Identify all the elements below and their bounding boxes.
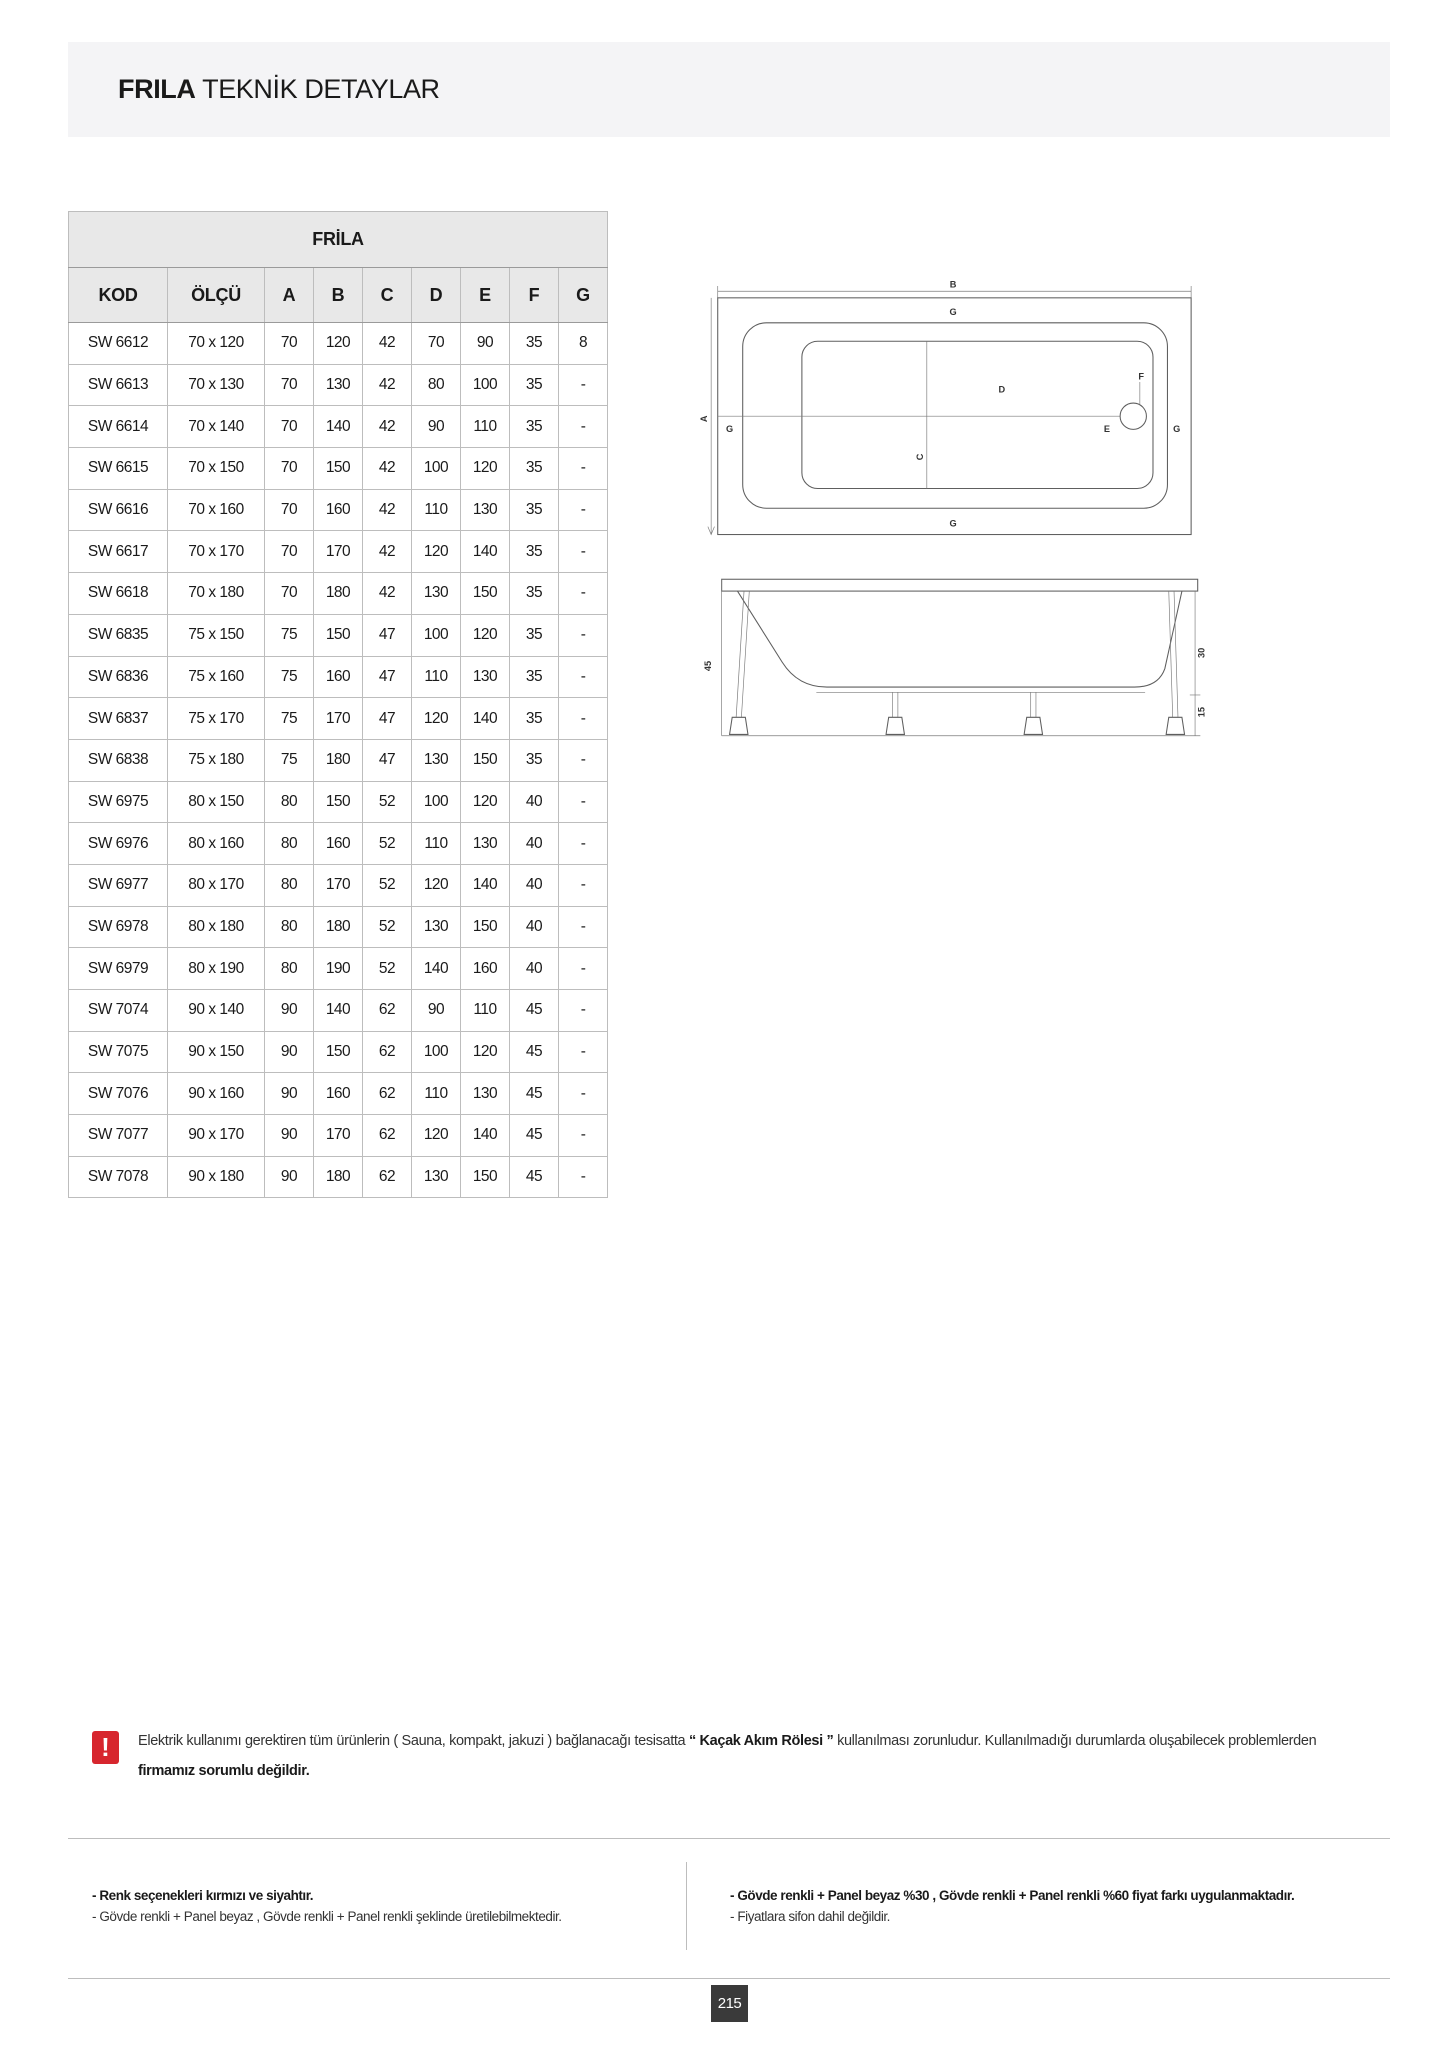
cell-g: - [559, 781, 608, 823]
column-header-d: D [412, 268, 461, 323]
foot-left [730, 717, 748, 734]
table-row [69, 864, 608, 906]
cell-d: 120 [412, 531, 461, 573]
spec-table [68, 211, 608, 1198]
cell-d: 130 [412, 739, 461, 781]
cell-d: 130 [412, 1156, 461, 1198]
cell-olcu: 70 x 160 [168, 489, 265, 531]
cell-olcu: 70 x 120 [168, 323, 265, 365]
column-header-g: G [559, 268, 608, 323]
cell-kod: SW 6978 [69, 906, 168, 948]
column-header-a: A [265, 268, 314, 323]
cell-e: 140 [461, 698, 510, 740]
cell-c: 42 [363, 489, 412, 531]
tub-body-profile [737, 591, 1181, 687]
cell-olcu: 70 x 170 [168, 531, 265, 573]
cell-g: - [559, 364, 608, 406]
cell-d: 80 [412, 364, 461, 406]
cell-e: 130 [461, 1073, 510, 1115]
table-row [69, 1031, 608, 1073]
cell-g: - [559, 948, 608, 990]
cell-olcu: 75 x 160 [168, 656, 265, 698]
cell-b: 170 [314, 531, 363, 573]
cell-g: 8 [559, 323, 608, 365]
cell-a: 90 [265, 1115, 314, 1157]
cell-e: 130 [461, 489, 510, 531]
label-e: E [1103, 423, 1111, 434]
cell-d: 110 [412, 656, 461, 698]
label-a: A [699, 415, 710, 423]
cell-c: 62 [363, 1115, 412, 1157]
cell-c: 42 [363, 573, 412, 615]
cell-e: 140 [461, 1115, 510, 1157]
cell-b: 160 [314, 823, 363, 865]
divider-bottom [68, 1978, 1390, 1979]
cell-kod: SW 6612 [69, 323, 168, 365]
cell-e: 120 [461, 1031, 510, 1073]
cell-g: - [559, 448, 608, 490]
cell-kod: SW 6837 [69, 698, 168, 740]
cell-c: 42 [363, 531, 412, 573]
cell-kod: SW 6618 [69, 573, 168, 615]
cell-b: 170 [314, 698, 363, 740]
warning-text-part-2: kullanılması zorunludur. Kullanılmadığı durumlarda oluşabilecek problemlerden [833, 1733, 1317, 1749]
label-g-right: G [1173, 423, 1181, 434]
top-view [699, 279, 1191, 534]
label-d: D [998, 384, 1006, 395]
cell-c: 62 [363, 990, 412, 1032]
cell-kod: SW 7075 [69, 1031, 168, 1073]
cell-b: 160 [314, 1073, 363, 1115]
cell-a: 70 [265, 364, 314, 406]
table-row [69, 823, 608, 865]
cell-a: 80 [265, 948, 314, 990]
cell-b: 150 [314, 614, 363, 656]
side-view [703, 579, 1206, 735]
cell-g: - [559, 489, 608, 531]
cell-a: 90 [265, 1031, 314, 1073]
cell-g: - [559, 656, 608, 698]
table-row [69, 531, 608, 573]
cell-c: 47 [363, 698, 412, 740]
table-row [69, 364, 608, 406]
cell-f: 45 [510, 1031, 559, 1073]
cell-f: 35 [510, 739, 559, 781]
cell-kod: SW 6838 [69, 739, 168, 781]
cell-g: - [559, 1156, 608, 1198]
label-g-bottom: G [949, 518, 957, 529]
cell-g: - [559, 531, 608, 573]
cell-b: 120 [314, 323, 363, 365]
cell-c: 42 [363, 448, 412, 490]
cell-kod: SW 7074 [69, 990, 168, 1032]
cell-f: 35 [510, 614, 559, 656]
label-total-height: 45 [703, 660, 714, 672]
cell-f: 35 [510, 698, 559, 740]
cell-c: 42 [363, 406, 412, 448]
cell-a: 70 [265, 489, 314, 531]
cell-a: 80 [265, 781, 314, 823]
cell-d: 110 [412, 489, 461, 531]
cell-olcu: 70 x 180 [168, 573, 265, 615]
cell-olcu: 90 x 140 [168, 990, 265, 1032]
cell-a: 70 [265, 448, 314, 490]
page-number: 215 [711, 1985, 748, 2022]
cell-b: 170 [314, 864, 363, 906]
cell-e: 120 [461, 448, 510, 490]
cell-d: 110 [412, 823, 461, 865]
cell-d: 100 [412, 1031, 461, 1073]
cell-d: 120 [412, 698, 461, 740]
label-c: C [914, 453, 925, 461]
cell-kod: SW 6836 [69, 656, 168, 698]
cell-e: 150 [461, 739, 510, 781]
label-leg-height: 15 [1196, 706, 1207, 718]
cell-f: 40 [510, 864, 559, 906]
cell-f: 35 [510, 406, 559, 448]
cell-b: 180 [314, 573, 363, 615]
cell-a: 80 [265, 823, 314, 865]
cell-f: 45 [510, 1115, 559, 1157]
tub-basin-outline [802, 341, 1153, 488]
table-title: FRİLA [69, 212, 608, 268]
cell-f: 35 [510, 323, 559, 365]
cell-c: 47 [363, 656, 412, 698]
cell-c: 62 [363, 1073, 412, 1115]
cell-kod: SW 6976 [69, 823, 168, 865]
table-row [69, 448, 608, 490]
cell-b: 180 [314, 739, 363, 781]
cell-a: 75 [265, 614, 314, 656]
cell-e: 110 [461, 990, 510, 1032]
note-siphon: - Fiyatlara sifon dahil değildir. [730, 1909, 890, 1924]
cell-olcu: 90 x 170 [168, 1115, 265, 1157]
cell-g: - [559, 823, 608, 865]
cell-kod: SW 7076 [69, 1073, 168, 1115]
table-row [69, 1115, 608, 1157]
cell-d: 100 [412, 448, 461, 490]
cell-d: 140 [412, 948, 461, 990]
cell-c: 52 [363, 948, 412, 990]
table-row [69, 614, 608, 656]
table-row [69, 906, 608, 948]
column-header-f: F [510, 268, 559, 323]
cell-a: 80 [265, 906, 314, 948]
cell-g: - [559, 1031, 608, 1073]
cell-olcu: 90 x 150 [168, 1031, 265, 1073]
page-title [118, 72, 440, 106]
cell-d: 90 [412, 406, 461, 448]
cell-g: - [559, 739, 608, 781]
note-combinations: - Gövde renkli + Panel beyaz , Gövde renkli + Panel renkli şeklinde üretilebilmektedir. [92, 1909, 562, 1924]
cell-b: 180 [314, 906, 363, 948]
cell-g: - [559, 614, 608, 656]
cell-e: 110 [461, 406, 510, 448]
cell-e: 100 [461, 364, 510, 406]
cell-a: 90 [265, 1073, 314, 1115]
cell-kod: SW 7078 [69, 1156, 168, 1198]
label-b: B [949, 279, 957, 290]
cell-c: 62 [363, 1156, 412, 1198]
cell-e: 140 [461, 864, 510, 906]
cell-d: 130 [412, 573, 461, 615]
cell-e: 150 [461, 573, 510, 615]
tub-rim-profile [722, 579, 1198, 591]
page-title-product: FRILA [118, 74, 196, 104]
cell-f: 35 [510, 448, 559, 490]
cell-g: - [559, 406, 608, 448]
cell-c: 52 [363, 864, 412, 906]
cell-d: 100 [412, 614, 461, 656]
table-row [69, 739, 608, 781]
notes-right [730, 1885, 1385, 1927]
cell-g: - [559, 698, 608, 740]
cell-c: 42 [363, 364, 412, 406]
table-row [69, 406, 608, 448]
cell-olcu: 75 x 170 [168, 698, 265, 740]
cell-b: 170 [314, 1115, 363, 1157]
cell-c: 42 [363, 323, 412, 365]
cell-kod: SW 6617 [69, 531, 168, 573]
label-g-top: G [949, 306, 957, 317]
cell-e: 120 [461, 781, 510, 823]
exclamation-icon: ! [92, 1731, 119, 1764]
cell-f: 35 [510, 573, 559, 615]
cell-f: 40 [510, 906, 559, 948]
label-f: F [1138, 371, 1144, 382]
cell-g: - [559, 864, 608, 906]
table-row [69, 698, 608, 740]
cell-d: 130 [412, 906, 461, 948]
table-row [69, 573, 608, 615]
column-header-olcu: ÖLÇÜ [168, 268, 265, 323]
cell-a: 70 [265, 323, 314, 365]
cell-f: 45 [510, 1073, 559, 1115]
cell-a: 70 [265, 406, 314, 448]
cell-d: 110 [412, 1073, 461, 1115]
cell-kod: SW 6613 [69, 364, 168, 406]
column-header-kod: KOD [69, 268, 168, 323]
column-header-c: C [363, 268, 412, 323]
column-header-e: E [461, 268, 510, 323]
cell-olcu: 70 x 140 [168, 406, 265, 448]
cell-a: 70 [265, 531, 314, 573]
cell-a: 75 [265, 698, 314, 740]
cell-g: - [559, 990, 608, 1032]
cell-b: 140 [314, 990, 363, 1032]
warning-highlight-liability: firmamız sorumlu değildir. [138, 1763, 310, 1779]
cell-b: 160 [314, 489, 363, 531]
page-header [68, 42, 1390, 137]
cell-c: 52 [363, 906, 412, 948]
cell-a: 70 [265, 573, 314, 615]
note-price-difference: - Gövde renkli + Panel beyaz %30 , Gövde renkli + Panel renkli %60 fiyat farkı uygulanmaktadır. [730, 1888, 1295, 1903]
cell-g: - [559, 1073, 608, 1115]
cell-b: 150 [314, 448, 363, 490]
cell-olcu: 80 x 190 [168, 948, 265, 990]
cell-e: 120 [461, 614, 510, 656]
cell-d: 90 [412, 990, 461, 1032]
cell-f: 40 [510, 823, 559, 865]
cell-kod: SW 7077 [69, 1115, 168, 1157]
cell-f: 35 [510, 656, 559, 698]
cell-b: 160 [314, 656, 363, 698]
label-tub-height: 30 [1196, 647, 1207, 659]
cell-b: 180 [314, 1156, 363, 1198]
cell-olcu: 80 x 170 [168, 864, 265, 906]
warning-text-part-1: Elektrik kullanımı gerektiren tüm ürünlerin ( Sauna, kompakt, jakuzi ) bağlanacağı tesisatta [138, 1733, 689, 1749]
foot-right [1166, 717, 1184, 734]
table-row [69, 781, 608, 823]
cell-f: 45 [510, 1156, 559, 1198]
cell-kod: SW 6614 [69, 406, 168, 448]
foot-middle-2 [1024, 717, 1042, 734]
column-header-b: B [314, 268, 363, 323]
cell-a: 75 [265, 656, 314, 698]
cell-d: 100 [412, 781, 461, 823]
cell-e: 130 [461, 656, 510, 698]
cell-g: - [559, 906, 608, 948]
cell-c: 62 [363, 1031, 412, 1073]
table-row [69, 948, 608, 990]
table-header-row [69, 268, 608, 323]
cell-olcu: 75 x 150 [168, 614, 265, 656]
cell-f: 45 [510, 990, 559, 1032]
cell-c: 52 [363, 823, 412, 865]
table-row [69, 1073, 608, 1115]
cell-olcu: 80 x 180 [168, 906, 265, 948]
cell-kod: SW 6979 [69, 948, 168, 990]
cell-f: 35 [510, 489, 559, 531]
cell-c: 52 [363, 781, 412, 823]
table-title-row [69, 212, 608, 268]
cell-d: 120 [412, 864, 461, 906]
notes-divider [686, 1862, 687, 1950]
cell-olcu: 75 x 180 [168, 739, 265, 781]
cell-b: 130 [314, 364, 363, 406]
cell-kod: SW 6977 [69, 864, 168, 906]
cell-a: 75 [265, 739, 314, 781]
page-title-rest: TEKNİK DETAYLAR [195, 74, 440, 104]
label-g-left: G [725, 423, 734, 434]
cell-e: 150 [461, 906, 510, 948]
cell-e: 130 [461, 823, 510, 865]
cell-a: 80 [265, 864, 314, 906]
cell-olcu: 70 x 150 [168, 448, 265, 490]
cell-e: 160 [461, 948, 510, 990]
cell-c: 47 [363, 739, 412, 781]
bathtub-technical-drawing [698, 270, 1224, 757]
table-body [69, 323, 608, 1198]
cell-kod: SW 6975 [69, 781, 168, 823]
cell-d: 120 [412, 1115, 461, 1157]
table-row [69, 1156, 608, 1198]
cell-a: 90 [265, 990, 314, 1032]
cell-f: 40 [510, 781, 559, 823]
cell-olcu: 80 x 150 [168, 781, 265, 823]
cell-olcu: 70 x 130 [168, 364, 265, 406]
warning-text [138, 1726, 1318, 1786]
cell-e: 140 [461, 531, 510, 573]
cell-e: 90 [461, 323, 510, 365]
drain-circle [1120, 403, 1146, 429]
notes-left [92, 1885, 672, 1927]
foot-middle-1 [886, 717, 904, 734]
table-row [69, 656, 608, 698]
table-row [69, 489, 608, 531]
cell-f: 40 [510, 948, 559, 990]
cell-f: 35 [510, 364, 559, 406]
cell-a: 90 [265, 1156, 314, 1198]
cell-olcu: 90 x 180 [168, 1156, 265, 1198]
warning-highlight-relay: “ Kaçak Akım Rölesi ” [688, 1733, 834, 1749]
cell-c: 47 [363, 614, 412, 656]
cell-d: 70 [412, 323, 461, 365]
cell-b: 150 [314, 781, 363, 823]
cell-kod: SW 6616 [69, 489, 168, 531]
cell-g: - [559, 1115, 608, 1157]
tub-rim-inner-outline [743, 323, 1168, 508]
table-row [69, 990, 608, 1032]
cell-kod: SW 6615 [69, 448, 168, 490]
cell-b: 140 [314, 406, 363, 448]
cell-olcu: 90 x 160 [168, 1073, 265, 1115]
table-row [69, 323, 608, 365]
leg-right-line-1 [1169, 591, 1173, 717]
cell-kod: SW 6835 [69, 614, 168, 656]
divider-top [68, 1838, 1390, 1839]
cell-olcu: 80 x 160 [168, 823, 265, 865]
cell-e: 150 [461, 1156, 510, 1198]
cell-b: 190 [314, 948, 363, 990]
cell-g: - [559, 573, 608, 615]
note-colors: - Renk seçenekleri kırmızı ve siyahtır. [92, 1888, 314, 1903]
cell-b: 150 [314, 1031, 363, 1073]
cell-f: 35 [510, 531, 559, 573]
